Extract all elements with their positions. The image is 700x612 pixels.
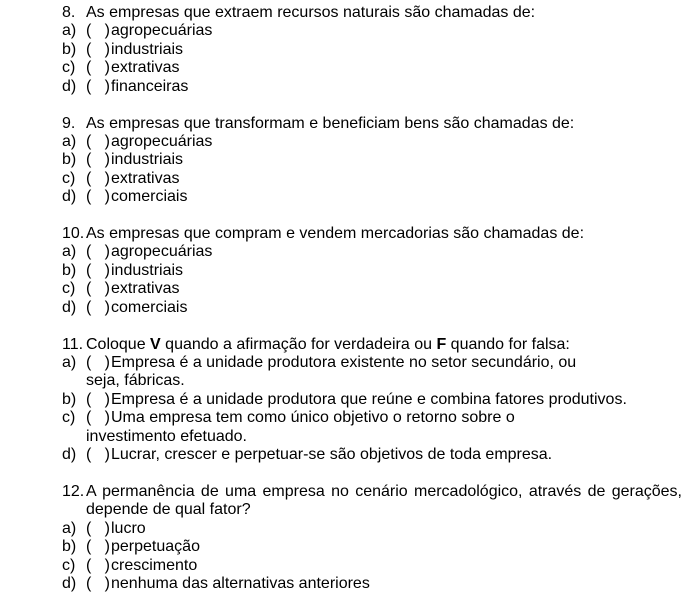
answer-box[interactable]: ( ) [86, 40, 110, 58]
question-11 [62, 336, 682, 465]
option-d[interactable] [62, 446, 682, 464]
answer-box[interactable]: ( ) [86, 243, 110, 261]
option-text: industriais [111, 151, 184, 169]
option-b[interactable] [62, 262, 682, 280]
answer-box[interactable]: ( ) [86, 298, 110, 316]
option-letter: a) [62, 22, 77, 40]
questionnaire [62, 4, 682, 612]
option-text: extrativas [111, 59, 180, 77]
option-a[interactable] [62, 243, 682, 261]
question-10 [62, 225, 682, 317]
option-text: comerciais [111, 298, 188, 316]
option-b[interactable] [62, 41, 682, 59]
option-text: industriais [111, 261, 184, 279]
true-marker: V [150, 335, 161, 353]
option-text: comerciais [111, 188, 188, 206]
question-number: 10. [62, 225, 85, 243]
option-letter: d) [62, 188, 77, 206]
question-9 [62, 115, 682, 207]
option-text: lucro [111, 519, 146, 537]
option-letter: c) [62, 169, 76, 187]
answer-box[interactable]: ( ) [86, 261, 110, 279]
question-number: 12. [62, 482, 85, 500]
question-8 [62, 4, 682, 96]
option-letter: b) [62, 390, 77, 408]
option-text: agropecuárias [111, 132, 213, 150]
option-a[interactable] [62, 354, 682, 391]
question-text: A permanência de uma empresa no cenário mercadológico, através de gerações, depende de qual fator? [86, 482, 682, 519]
option-d[interactable] [62, 78, 682, 96]
option-letter: c) [62, 59, 76, 77]
option-text: Uma empresa tem como único objetivo o retorno sobre o investimento efetuado. [86, 409, 515, 445]
answer-box[interactable]: ( ) [86, 409, 110, 427]
answer-box[interactable]: ( ) [86, 151, 110, 169]
option-a[interactable] [62, 133, 682, 151]
answer-box[interactable]: ( ) [86, 132, 110, 150]
answer-box[interactable]: ( ) [86, 77, 110, 95]
option-b[interactable] [62, 391, 682, 409]
question-number: 8. [62, 4, 76, 21]
option-d[interactable] [62, 299, 682, 317]
option-c[interactable] [62, 280, 682, 298]
option-letter: c) [62, 556, 76, 574]
option-c[interactable] [62, 557, 682, 575]
option-text: Empresa é a unidade produtora que reúne e combina fatores produtivos. [111, 390, 627, 408]
false-marker: F [436, 335, 447, 353]
option-letter: d) [62, 446, 77, 464]
option-letter: b) [62, 538, 77, 556]
option-letter: c) [62, 280, 76, 298]
question-number: 11. [62, 335, 84, 353]
option-c[interactable] [62, 409, 682, 446]
option-c[interactable] [62, 59, 682, 77]
option-text: extrativas [111, 280, 180, 298]
answer-box[interactable]: ( ) [86, 390, 110, 408]
answer-box[interactable]: ( ) [86, 59, 110, 77]
answer-box[interactable]: ( ) [86, 446, 110, 464]
question-number: 9. [62, 114, 76, 132]
option-text: agropecuárias [111, 22, 213, 40]
answer-box[interactable]: ( ) [86, 188, 110, 206]
option-d[interactable] [62, 188, 682, 206]
question-text: As empresas que transformam e beneficiam bens são chamadas de: [86, 114, 575, 132]
answer-box[interactable]: ( ) [86, 519, 110, 537]
option-text: industriais [111, 40, 184, 58]
answer-box[interactable]: ( ) [86, 556, 110, 574]
option-letter: b) [62, 40, 77, 58]
answer-box[interactable]: ( ) [86, 169, 110, 187]
option-letter: b) [62, 151, 77, 169]
option-letter: d) [62, 77, 77, 95]
option-text: agropecuárias [111, 243, 213, 261]
option-text: crescimento [111, 556, 198, 574]
option-c[interactable] [62, 170, 682, 188]
option-letter: a) [62, 354, 77, 371]
option-d[interactable] [62, 575, 682, 593]
option-b[interactable] [62, 538, 682, 556]
option-text: nenhuma das alternativas anteriores [111, 574, 370, 592]
option-letter: d) [62, 298, 77, 316]
question-text-part: quando for falsa: [446, 335, 570, 353]
answer-box[interactable]: ( ) [86, 538, 110, 556]
option-letter: b) [62, 261, 77, 279]
option-letter: c) [62, 409, 76, 427]
question-text-part: quando a afirmação for verdadeira ou [160, 335, 437, 353]
answer-box[interactable]: ( ) [86, 22, 110, 40]
answer-box[interactable]: ( ) [86, 574, 110, 592]
option-text: Empresa é a unidade produtora existente no setor secundário, ou seja, fábricas. [86, 354, 577, 390]
answer-box[interactable]: ( ) [86, 280, 110, 298]
option-text: financeiras [111, 77, 189, 95]
option-letter: a) [62, 132, 77, 150]
option-text: perpetuação [111, 538, 200, 556]
option-b[interactable] [62, 151, 682, 169]
question-12 [62, 483, 682, 593]
option-letter: a) [62, 243, 77, 261]
option-text: extrativas [111, 169, 180, 187]
question-text: As empresas que extraem recursos naturais são chamadas de: [86, 4, 536, 21]
answer-box[interactable]: ( ) [86, 354, 110, 371]
question-text: As empresas que compram e vendem mercadorias são chamadas de: [86, 225, 585, 243]
option-text: Lucrar, crescer e perpetuar-se são objetivos de toda empresa. [111, 446, 553, 464]
option-a[interactable] [62, 22, 682, 40]
option-a[interactable] [62, 520, 682, 538]
question-text [86, 336, 682, 354]
option-letter: d) [62, 574, 77, 592]
option-letter: a) [62, 519, 77, 537]
question-text-part: Coloque [86, 335, 151, 353]
